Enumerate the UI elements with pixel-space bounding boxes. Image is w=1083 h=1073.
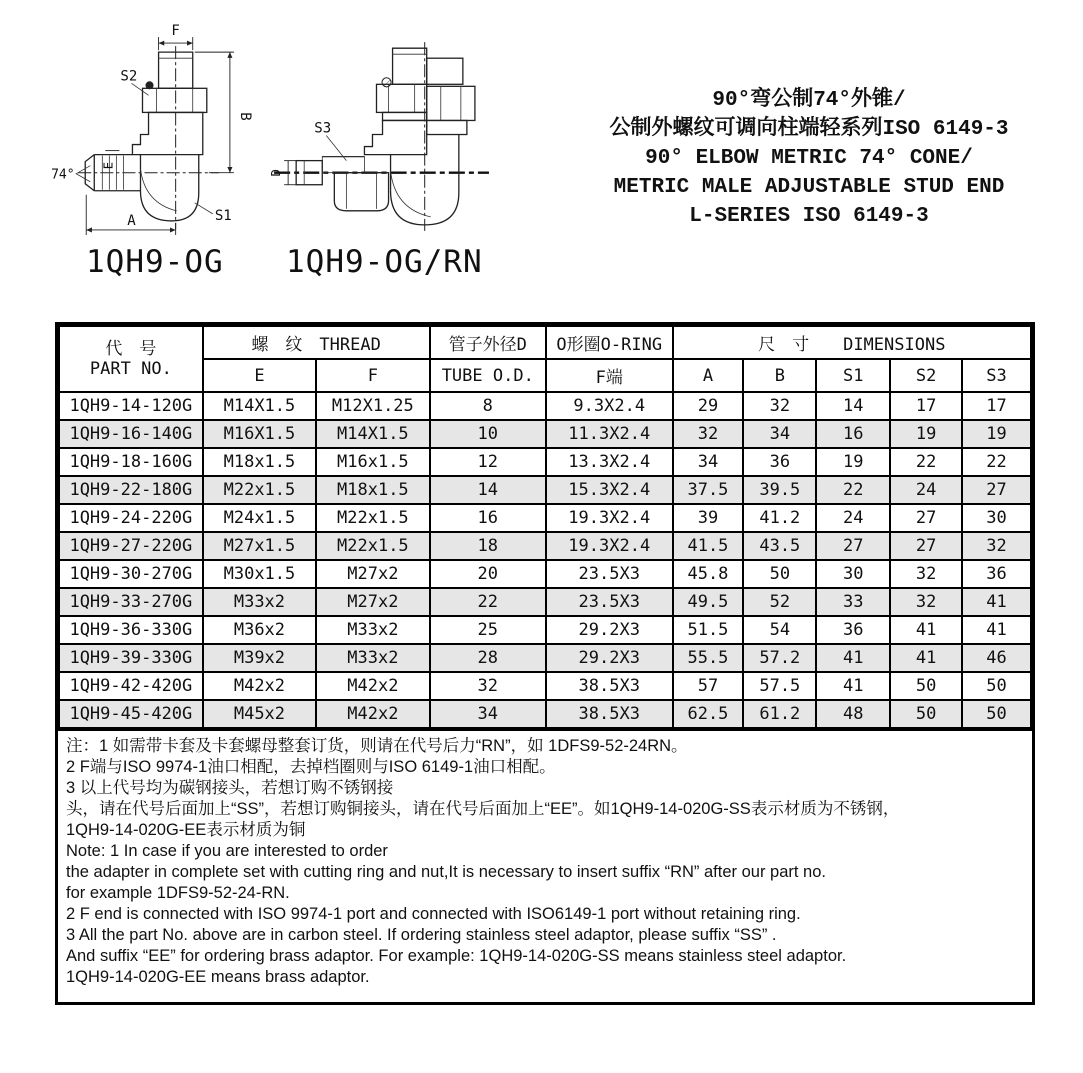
header-col-s1: S1 bbox=[816, 359, 890, 392]
table-cell: 1QH9-24-220G bbox=[59, 504, 203, 532]
header-dimensions: 尺 寸 DIMENSIONS bbox=[673, 326, 1031, 359]
spec-table bbox=[58, 325, 1032, 729]
dim-label-s3: S3 bbox=[314, 120, 332, 137]
table-cell: 17 bbox=[890, 392, 962, 420]
table-cell: 30 bbox=[962, 504, 1031, 532]
header-col-b: B bbox=[743, 359, 816, 392]
table-cell: 17 bbox=[962, 392, 1031, 420]
table-cell: 1QH9-14-120G bbox=[59, 392, 203, 420]
header-col-e: E bbox=[203, 359, 316, 392]
table-cell: 41.2 bbox=[743, 504, 816, 532]
table-cell: 32 bbox=[962, 532, 1031, 560]
note-line: 头，请在代号后面加上“SS”，若想订购铜接头，请在代号后面加上“EE”。如1QH9-14-020G-SS表示材质为不锈钢， bbox=[66, 800, 900, 818]
table-cell: M14X1.5 bbox=[203, 392, 316, 420]
title-block bbox=[553, 86, 1065, 231]
notes-block bbox=[58, 729, 1032, 1073]
table-cell: 57.2 bbox=[743, 644, 816, 672]
table-cell: 1QH9-39-330G bbox=[59, 644, 203, 672]
table-cell: M18x1.5 bbox=[203, 448, 316, 476]
table-row bbox=[59, 476, 1031, 504]
dim-label-s2: S2 bbox=[120, 68, 138, 85]
header-part-no bbox=[59, 326, 203, 392]
table-cell: 23.5X3 bbox=[546, 560, 673, 588]
table-cell: 1QH9-18-160G bbox=[59, 448, 203, 476]
table-row bbox=[59, 700, 1031, 728]
table-cell: 10 bbox=[430, 420, 546, 448]
table-cell: 50 bbox=[743, 560, 816, 588]
table-cell: 41 bbox=[890, 644, 962, 672]
dim-label-f: F bbox=[171, 23, 180, 40]
table-cell: 32 bbox=[890, 560, 962, 588]
table-cell: 23.5X3 bbox=[546, 588, 673, 616]
table-cell: 45.8 bbox=[673, 560, 744, 588]
table-cell: 1QH9-42-420G bbox=[59, 672, 203, 700]
header-col-f: F bbox=[316, 359, 429, 392]
model-label-left: 1QH9-OG bbox=[86, 244, 224, 280]
note-line: 注：1 如需带卡套及卡套螺母整套订货，则请在代号后力“RN”，如 1DFS9-52-24RN。 bbox=[66, 737, 688, 755]
table-cell: 1QH9-16-140G bbox=[59, 420, 203, 448]
table-cell: 41.5 bbox=[673, 532, 744, 560]
table-cell: M39x2 bbox=[203, 644, 316, 672]
table-cell: 12 bbox=[430, 448, 546, 476]
table-cell: 19.3X2.4 bbox=[546, 504, 673, 532]
table-row bbox=[59, 448, 1031, 476]
table-cell: 16 bbox=[816, 420, 890, 448]
table-cell: 41 bbox=[962, 616, 1031, 644]
table-cell: 1QH9-22-180G bbox=[59, 476, 203, 504]
table-cell: 49.5 bbox=[673, 588, 744, 616]
note-line: for example 1DFS9-52-24-RN. bbox=[66, 884, 290, 902]
table-cell: M27x2 bbox=[316, 588, 429, 616]
table-cell: 32 bbox=[430, 672, 546, 700]
header-part-no-en: PART NO. bbox=[89, 359, 172, 379]
table-cell: 27 bbox=[890, 504, 962, 532]
table-cell: M36x2 bbox=[203, 616, 316, 644]
table-cell: M24x1.5 bbox=[203, 504, 316, 532]
table-row bbox=[59, 672, 1031, 700]
dim-label-a: A bbox=[127, 212, 136, 229]
header-tube-en: TUBE O.D. bbox=[430, 359, 546, 392]
dim-label-e: E bbox=[101, 162, 116, 170]
dim-label-b: B bbox=[236, 112, 252, 121]
table-cell: 29.2X3 bbox=[546, 616, 673, 644]
table-cell: 25 bbox=[430, 616, 546, 644]
dim-label-d: D bbox=[269, 169, 284, 177]
table-cell: 1QH9-33-270G bbox=[59, 588, 203, 616]
table-cell: 33 bbox=[816, 588, 890, 616]
table-cell: 27 bbox=[890, 532, 962, 560]
header-thread: 螺 纹 THREAD bbox=[203, 326, 430, 359]
dim-label-s1: S1 bbox=[214, 207, 232, 224]
table-cell: 51.5 bbox=[673, 616, 744, 644]
table-cell: M22x1.5 bbox=[316, 532, 429, 560]
table-cell: 41 bbox=[962, 588, 1031, 616]
table-row bbox=[59, 616, 1031, 644]
note-line: Note: 1 In case if you are interested to order bbox=[66, 842, 388, 860]
table-cell: 30 bbox=[816, 560, 890, 588]
title-line-zh-1: 90°弯公制74°外锥/ bbox=[712, 89, 906, 112]
note-line: the adapter in complete set with cutting ring and nut,It is necessary to insert suffix “RN” after our part no. bbox=[66, 863, 826, 881]
table-cell: 20 bbox=[430, 560, 546, 588]
table-cell: 50 bbox=[890, 700, 962, 728]
table-cell: 61.2 bbox=[743, 700, 816, 728]
note-line: 2 F end is connected with ISO 9974-1 port and connected with ISO6149-1 port without retaining ring. bbox=[66, 905, 801, 923]
table-cell: 36 bbox=[743, 448, 816, 476]
header-tube-zh: 管子外径D bbox=[430, 326, 546, 359]
table-cell: 37.5 bbox=[673, 476, 744, 504]
table-cell: 19 bbox=[816, 448, 890, 476]
table-cell: 1QH9-45-420G bbox=[59, 700, 203, 728]
title-line-en-1: 90° ELBOW METRIC 74° CONE/ bbox=[645, 147, 973, 170]
table-cell: 34 bbox=[673, 448, 744, 476]
table-cell: 34 bbox=[743, 420, 816, 448]
table-cell: M42x2 bbox=[316, 700, 429, 728]
table-cell: M16x1.5 bbox=[316, 448, 429, 476]
table-cell: M45x2 bbox=[203, 700, 316, 728]
header-oring-f: F端 bbox=[546, 359, 673, 392]
table-cell: M16X1.5 bbox=[203, 420, 316, 448]
table-cell: 1QH9-27-220G bbox=[59, 532, 203, 560]
note-line: 1QH9-14-020G-EE表示材质为铜 bbox=[66, 821, 306, 839]
table-cell: 32 bbox=[673, 420, 744, 448]
table-cell: M22x1.5 bbox=[203, 476, 316, 504]
table-cell: M27x1.5 bbox=[203, 532, 316, 560]
table-cell: 46 bbox=[962, 644, 1031, 672]
technical-drawing-elbow-rn bbox=[256, 22, 497, 242]
table-row bbox=[59, 504, 1031, 532]
dim-label-angle: 74° bbox=[51, 167, 75, 183]
table-cell: 14 bbox=[430, 476, 546, 504]
table-cell: 39 bbox=[673, 504, 744, 532]
o-ring-icon bbox=[146, 81, 154, 89]
table-cell: 14 bbox=[816, 392, 890, 420]
table-row bbox=[59, 392, 1031, 420]
table-cell: M42x2 bbox=[203, 672, 316, 700]
table-cell: 22 bbox=[430, 588, 546, 616]
table-cell: 55.5 bbox=[673, 644, 744, 672]
table-cell: 22 bbox=[816, 476, 890, 504]
note-line: And suffix “EE” for ordering brass adaptor. For example: 1QH9-14-020G-SS means stainless steel adaptor. bbox=[66, 947, 847, 965]
table-cell: 41 bbox=[816, 672, 890, 700]
table-cell: 16 bbox=[430, 504, 546, 532]
table-row bbox=[59, 420, 1031, 448]
note-line: 3 All the part No. above are in carbon steel. If ordering stainless steel adaptor, please suffix “SS” . bbox=[66, 926, 777, 944]
table-cell: 34 bbox=[430, 700, 546, 728]
spec-box bbox=[55, 322, 1035, 1005]
table-cell: M12X1.25 bbox=[316, 392, 429, 420]
table-cell: 32 bbox=[890, 588, 962, 616]
table-cell: M14X1.5 bbox=[316, 420, 429, 448]
header-col-s3: S3 bbox=[962, 359, 1031, 392]
title-line-zh-2: 公制外螺纹可调向柱端轻系列ISO 6149-3 bbox=[609, 118, 1009, 141]
table-cell: 52 bbox=[743, 588, 816, 616]
table-cell: M30x1.5 bbox=[203, 560, 316, 588]
table-cell: 22 bbox=[890, 448, 962, 476]
title-line-en-3: L-SERIES ISO 6149-3 bbox=[689, 205, 929, 228]
model-label-right: 1QH9-OG/RN bbox=[286, 244, 483, 280]
table-cell: 13.3X2.4 bbox=[546, 448, 673, 476]
table-cell: 24 bbox=[816, 504, 890, 532]
table-cell: 19.3X2.4 bbox=[546, 532, 673, 560]
table-row bbox=[59, 560, 1031, 588]
note-line: 2 F端与ISO 9974-1油口相配，去掉档圈则与ISO 6149-1油口相配。 bbox=[66, 758, 556, 776]
note-line: 1QH9-14-020G-EE means brass adaptor. bbox=[66, 968, 370, 986]
header-col-a: A bbox=[673, 359, 744, 392]
table-cell: M42x2 bbox=[316, 672, 429, 700]
table-row bbox=[59, 532, 1031, 560]
title-line-en-2: METRIC MALE ADJUSTABLE STUD END bbox=[613, 176, 1005, 199]
table-cell: 27 bbox=[816, 532, 890, 560]
header-col-s2: S2 bbox=[890, 359, 962, 392]
table-cell: 48 bbox=[816, 700, 890, 728]
technical-drawing-elbow bbox=[36, 22, 252, 242]
note-line: 3 以上代号均为碳钢接头，若想订购不锈钢接 bbox=[66, 779, 394, 797]
table-cell: 8 bbox=[430, 392, 546, 420]
table-cell: 50 bbox=[890, 672, 962, 700]
header-oring: O形圈O-RING bbox=[546, 326, 673, 359]
table-cell: M33x2 bbox=[316, 616, 429, 644]
table-row bbox=[59, 644, 1031, 672]
table-cell: 38.5X3 bbox=[546, 672, 673, 700]
table-cell: 41 bbox=[816, 644, 890, 672]
table-cell: 19 bbox=[962, 420, 1031, 448]
table-cell: 57.5 bbox=[743, 672, 816, 700]
table-cell: 29.2X3 bbox=[546, 644, 673, 672]
table-cell: M27x2 bbox=[316, 560, 429, 588]
table-cell: 39.5 bbox=[743, 476, 816, 504]
table-cell: 32 bbox=[743, 392, 816, 420]
table-cell: 27 bbox=[962, 476, 1031, 504]
table-cell: 24 bbox=[890, 476, 962, 504]
table-cell: 36 bbox=[816, 616, 890, 644]
table-cell: M33x2 bbox=[203, 588, 316, 616]
table-cell: 29 bbox=[673, 392, 744, 420]
header-part-no-zh: 代 号 bbox=[105, 339, 157, 359]
table-cell: 19 bbox=[890, 420, 962, 448]
table-cell: M33x2 bbox=[316, 644, 429, 672]
table-row bbox=[59, 588, 1031, 616]
table-cell: 1QH9-30-270G bbox=[59, 560, 203, 588]
table-cell: 22 bbox=[962, 448, 1031, 476]
table-cell: 50 bbox=[962, 700, 1031, 728]
table-cell: 50 bbox=[962, 672, 1031, 700]
table-cell: M22x1.5 bbox=[316, 504, 429, 532]
table-cell: 57 bbox=[673, 672, 744, 700]
table-cell: 11.3X2.4 bbox=[546, 420, 673, 448]
table-cell: 62.5 bbox=[673, 700, 744, 728]
table-cell: 43.5 bbox=[743, 532, 816, 560]
table-cell: 36 bbox=[962, 560, 1031, 588]
table-cell: 15.3X2.4 bbox=[546, 476, 673, 504]
table-cell: 9.3X2.4 bbox=[546, 392, 673, 420]
table-cell: M18x1.5 bbox=[316, 476, 429, 504]
table-cell: 28 bbox=[430, 644, 546, 672]
table-cell: 54 bbox=[743, 616, 816, 644]
table-cell: 18 bbox=[430, 532, 546, 560]
table-cell: 1QH9-36-330G bbox=[59, 616, 203, 644]
spec-table-body bbox=[59, 392, 1031, 728]
table-cell: 41 bbox=[890, 616, 962, 644]
table-cell: 38.5X3 bbox=[546, 700, 673, 728]
